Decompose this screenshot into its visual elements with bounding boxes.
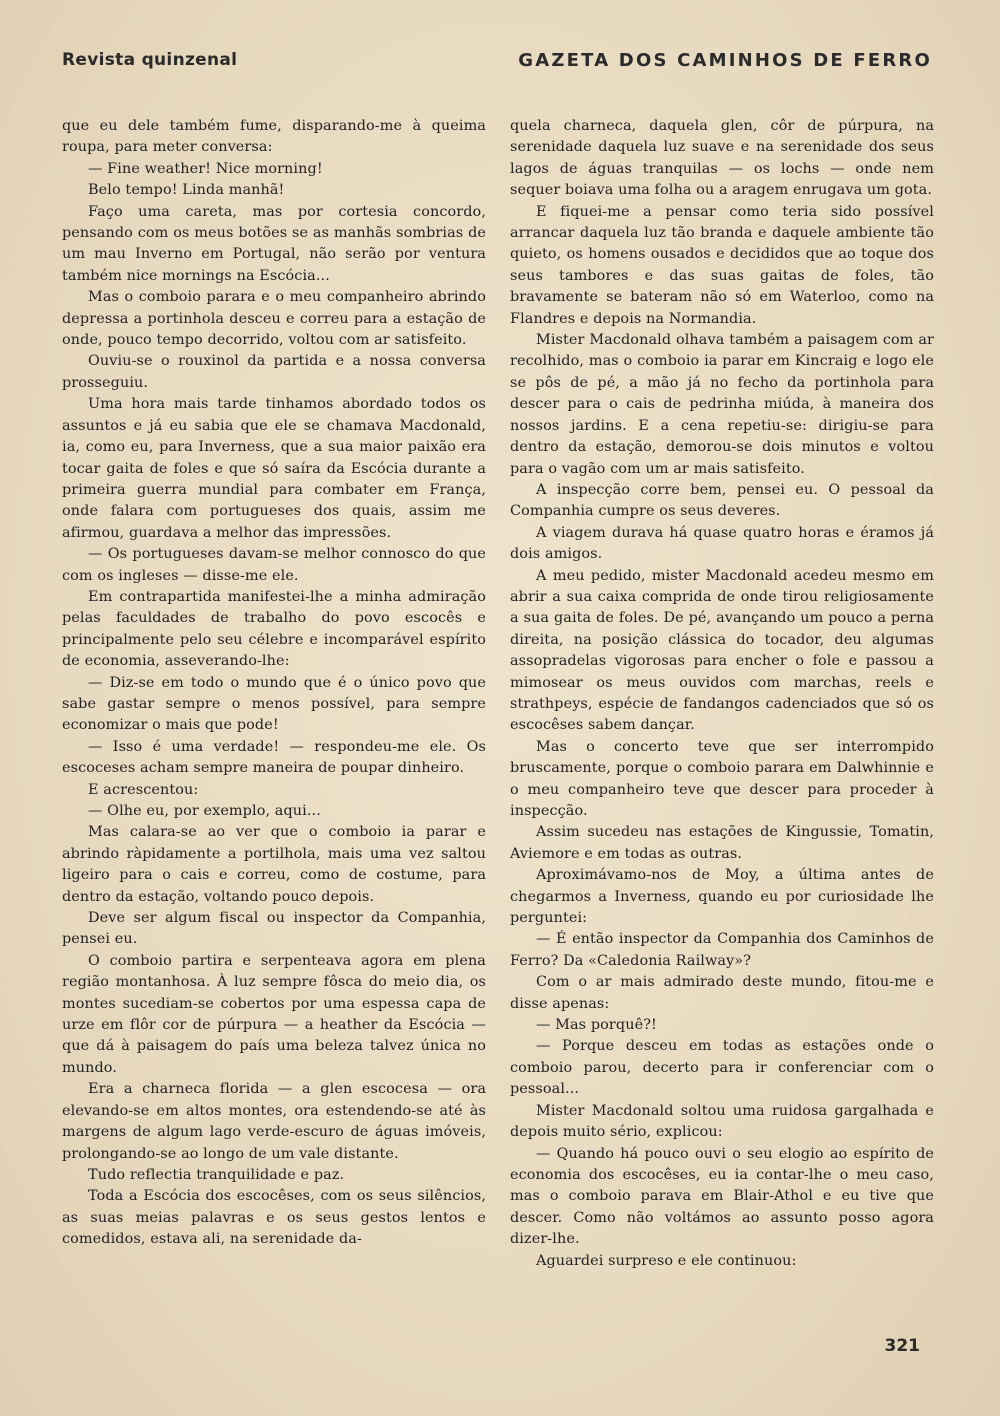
page-number: 321 [884,1336,920,1356]
paragraph: A viagem durava há quase quatro horas e éramos já dois amigos. [510,524,934,563]
paragraph: Mister Macdonald olhava também a paisagem com ar recolhido, mas o comboio ia parar em Kincraig e logo ele se pôs de pé, a mão já no fecho da portinhola para descer para o cais de pedrinha miúda, à maneira dos nossos jardins. E a cena repetiu-se: dirigiu-se para dentro da estação, demorou-se dois minutos e voltou para o vagão com um ar mais satisfeito. [510,332,934,477]
header-right-title: GAZETA DOS CAMINHOS DE FERRO [518,50,932,71]
paragraph: — Os portugueses davam-se melhor connosco do que com os ingleses — disse-me ele. [62,546,486,584]
right-text-column [510,116,934,1272]
paragraph: — Isso é uma verdade! — respondeu-me ele. Os escoceses acham sempre maneira de poupar dinheiro. [62,738,486,777]
paragraph: Assim sucedeu nas estações de Kingussie, Tomatin, Aviemore e em todas as outras. [510,824,934,862]
paragraph: Em contrapartida manifestei-lhe a minha admiração pelas faculdades de trabalho do povo escocês e principalmente pelo seu célebre e incomparável espírito de economia, asseverando-lhe: [62,588,486,670]
paragraph: Deve ser algum fiscal ou inspector da Companhia, pensei eu. [62,910,486,948]
paragraph: Era a charneca florida — a glen escocesa — ora elevando-se em altos montes, ora estendendo-se até às margens de algum lago verde-escuro de águas imóveis, prolongando-se ao longo de um vale distante. [62,1081,486,1162]
paragraph: E acrescentou: [88,781,199,798]
paragraph: Toda a Escócia dos escocêses, com os seus silêncios, as suas meias palavras e os seus gestos lentos e comedidos, estava ali, na serenidade da- [62,1188,486,1248]
header-left-title: Revista quinzenal [62,50,238,70]
paragraph: Mister Macdonald soltou uma ruidosa gargalhada e depois muito sério, explicou: [510,1102,934,1141]
paragraph: — Diz-se em todo o mundo que é o único povo que sabe gastar sempre o menos possível, para sempre economizar o mais que pode! [62,674,486,734]
paragraph: — É então inspector da Companhia dos Caminhos de Ferro? Da «Caledonia Railway»? [510,931,934,969]
paragraph: O comboio partira e serpenteava agora em plena região montanhosa. À luz sempre fôsca do meio dia, os montes sucediam-se cobertos por uma espessa capa de urze em flôr cor de púrpura — a heather da Escócia — que dá à paisagem do país uma beleza talvez única no mundo. [62,952,486,1076]
paragraph: — Quando há pouco ouvi o seu elogio ao espírito de economia dos escocêses, eu ia contar-lhe o meu caso, mas o comboio parava em Blair-Athol e eu tive que descer. Como não voltámos ao assunto posso agora dizer-lhe. [510,1145,934,1248]
paragraph: Mas calara-se ao ver que o comboio ia parar e abrindo ràpidamente a portilhola, mais uma vez saltou ligeiro para o cais e correu, como de costume, para dentro da estação, voltando pouco depois. [62,824,486,905]
paragraph: — Olhe eu, por exemplo, aqui... [88,803,321,819]
left-text-column [62,116,486,1251]
paragraph: Tudo reflectia tranquilidade e paz. [88,1166,345,1183]
paragraph: Faço uma careta, mas por cortesia concordo, pensando com os meus botões se as manhãs sombrias de um mau Inverno em Portugal, não serão por ventura também nice mornings na Escócia... [62,203,486,284]
paragraph: Uma hora mais tarde tinhamos abordado todos os assuntos e já eu sabia que ele se chamava Macdonald, ia, como eu, para Inverness, que a sua maior paixão era tocar gaita de foles e que só saíra da Escócia durante a primeira guerra mundial para combater em França, onde falara com portugueses dos quais, assim me afirmou, guardava a melhor das impressões. [62,396,486,541]
paragraph: A meu pedido, mister Macdonald acedeu mesmo em abrir a sua caixa comprida de onde tirou religiosamente a sua gaita de foles. De pé, avançando um pouco a perna direita, na posição clássica do tocador, deu algumas assopradelas vigorosas para encher o fole e passou a mimosear os meus ouvidos com marchas, reels e strathpeys, espécie de fandangos cadenciados que só os escocêses sabem dançar. [510,567,934,734]
paragraph: Belo tempo! Linda manhã! [88,182,285,199]
paragraph: — Fine weather! Nice morning! [88,160,323,177]
paragraph: Mas o comboio parara e o meu companheiro abrindo depressa a portinhola desceu e correu para a estação de onde, pouco tempo decorrido, voltou com ar satisfeito. [62,289,486,349]
paragraph: E fiquei-me a pensar como teria sido possível arrancar daquela luz tão branda e daquele ambiente tão quieto, os homens ousados e decididos que ao toque dos seus tambores e das suas gaitas de foles, tão bravamente se bateram não só em Waterloo, como na Flandres e depois na Normandia. [510,203,934,327]
paragraph: — Mas porquê?! [536,1017,657,1034]
paragraph: Mas o concerto teve que ser interrompido bruscamente, porque o comboio parara em Dalwhinnie e o meu companheiro teve que descer para proceder à inspecção. [510,738,934,819]
paragraph: quela charneca, daquela glen, côr de púrpura, na serenidade daquela luz suave e na serenidade dos seus lagos de águas tranquilas — os lochs — onde nem sequer boiava uma folha ou a aragem enrugava um gota. [510,118,934,199]
paragraph: A inspecção corre bem, pensei eu. O pessoal da Companhia cumpre os seus deveres. [510,481,934,520]
paragraph: Aproximávamo-nos de Moy, a última antes de chegarmos a Inverness, quando eu por curiosidade lhe perguntei: [510,867,934,927]
paragraph: — Porque desceu em todas as estações onde o comboio parou, decerto para ir conferenciar com o pessoal... [510,1038,934,1098]
paragraph: Com o ar mais admirado deste mundo, fitou-me e disse apenas: [510,974,934,1012]
paragraph: Ouviu-se o rouxinol da partida e a nossa conversa prosseguiu. [62,353,486,391]
paragraph: que eu dele também fume, disparando-me à queima roupa, para meter conversa: [62,118,486,156]
paragraph: Aguardei surpreso e ele continuou: [536,1252,797,1269]
